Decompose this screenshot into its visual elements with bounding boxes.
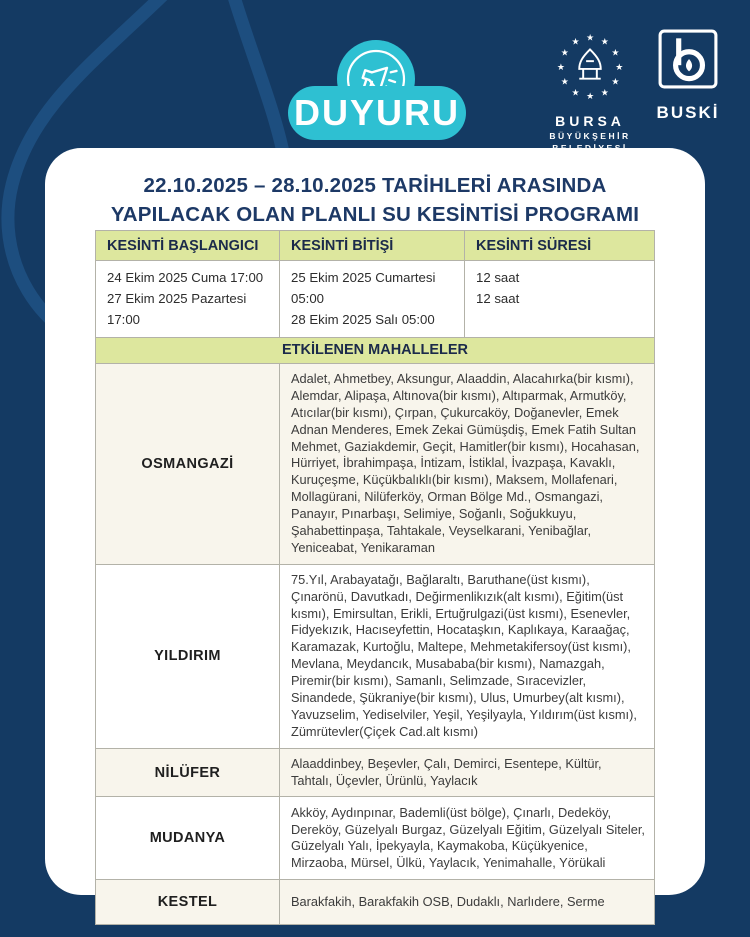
end-time-2: 28 Ekim 2025 Salı 05:00: [291, 312, 435, 327]
district-neighborhoods: Barakfakih, Barakfakih OSB, Dudaklı, Narlıdere, Serme: [279, 880, 654, 924]
end-time-1: 25 Ekim 2025 Cumartesi 05:00: [291, 270, 436, 306]
header-kesinti-bitisi: KESİNTİ BİTİŞİ: [279, 231, 464, 260]
district-row-yildirim: [96, 564, 654, 748]
start-times-cell: [96, 261, 279, 337]
bursa-logo-text-1: BURSA: [555, 113, 625, 129]
announcement-card: [45, 148, 705, 911]
start-time-2: 27 Ekim 2025 Pazartesi 17:00: [107, 291, 247, 327]
title-line-1: 22.10.2025 – 28.10.2025 TARİHLERİ ARASINDA: [143, 174, 607, 197]
end-times-cell: [279, 261, 464, 337]
district-neighborhoods: 75.Yıl, Arabayatağı, Bağlaraltı, Baruthane(üst kısmı), Çınarönü, Davutkadı, Değirmenlikızık(alt kısmı), Eğitim(üst kısmı), Emirsultan, Erikli, Ertuğrulgazi(üst kısmı), Esenevler, Fidyekızık, Hacıseyfettin, Hocataşkın, Kaplıkaya, Karaağaç, Karamazak, Kurtoğlu, Maltepe, Mehmetakifersoy(üst kısmı), Mevlana, Meydancık, Musababa(bir kısmı), Namazgah, Piremir(bir kısmı), Samanlı, Selimzade, Sıracevizler, Sinandede, Şükraniye(bir kısmı), Ulus, Umurbey(alt kısmı), Yavuzselim, Yediselviler, Yeşil, Yeşilyayla, Yıldırım(üst kısmı), Zümrütevler(Çiçek Cad.alt kısmı): [279, 565, 654, 748]
outage-table: [95, 230, 655, 925]
district-row-kestel: [96, 879, 654, 924]
svg-text:★: ★: [560, 47, 569, 58]
svg-text:★: ★: [571, 36, 580, 47]
svg-text:★: ★: [611, 47, 620, 58]
bursa-emblem-icon: [551, 28, 629, 106]
svg-text:★: ★: [611, 76, 620, 87]
header-kesinti-suresi: KESİNTİ SÜRESİ: [464, 231, 654, 260]
durations-cell: [464, 261, 654, 337]
district-name: MUDANYA: [149, 830, 226, 847]
svg-text:★: ★: [556, 61, 565, 72]
buski-emblem-icon: [657, 28, 719, 90]
logos: [542, 28, 724, 153]
district-neighborhoods: Alaaddinbey, Beşevler, Çalı, Demirci, Esentepe, Kültür, Tahtalı, Üçevler, Ürünlü, Yaylacık: [279, 749, 654, 797]
district-name: NİLÜFER: [154, 764, 221, 781]
start-time-1: 24 Ekim 2025 Cuma 17:00: [107, 270, 264, 285]
svg-text:★: ★: [600, 87, 609, 98]
district-name: KESTEL: [157, 894, 218, 911]
header-kesinti-baslangici: KESİNTİ BAŞLANGICI: [107, 238, 259, 254]
district-row-osmangazi: [96, 363, 654, 564]
duration-1: 12 saat: [476, 270, 520, 285]
schedule-header-row: [96, 231, 654, 260]
title-line-2: YAPILACAK OLAN PLANLI SU KESİNTİSİ PROGRAMI: [110, 202, 640, 226]
svg-text:★: ★: [586, 32, 594, 43]
buski-logo-text: BUSKİ: [656, 103, 720, 122]
bursa-municipality-logo: [542, 28, 638, 153]
svg-text:★: ★: [600, 36, 609, 47]
svg-text:★: ★: [586, 91, 594, 102]
svg-text:★: ★: [571, 87, 580, 98]
district-neighborhoods: Adalet, Ahmetbey, Aksungur, Alaaddin, Alacahırka(bir kısmı), Alemdar, Alipaşa, Altınova(bir kısmı), Altıparmak, Armutköy, Atıcılar(bir kısmı), Çırpan, Çukurcaköy, Doğanevler, Emek Adnan Menderes, Emek Zekai Gümüşdiş, Emek Fatih Sultan Mehmet, Gaziakdemir, Geçit, Hamitler(bir kısmı), Hocahasan, Hürriyet, İbrahimpaşa, İntizam, İstiklal, İvazpaşa, Kavaklı, Kuruçeşme, Küçükbalıklı(bir kısmı), Maksem, Mollafenari, Mollagürani, Nilüferköy, Orman Bölge Md., Osmangazi, Panayır, Pınarbaşı, Selimiye, Soğanlı, Soğukkuyu, Şahabettinpaşa, Tahtakale, Veyselkarani, Yenibağlar, Yeniceabat, Yenikaraman: [279, 364, 654, 564]
district-name: YILDIRIM: [154, 648, 221, 665]
page-title: [75, 172, 675, 229]
district-name: OSMANGAZİ: [141, 455, 234, 472]
affected-neighborhoods-header: ETKİLENEN MAHALLELER: [96, 337, 654, 363]
district-row-nilufer: [96, 748, 654, 797]
buski-logo: [652, 28, 724, 123]
district-neighborhoods: Akköy, Aydınpınar, Bademli(üst bölge), Çınarlı, Dedeköy, Dereköy, Güzelyalı Burgaz, Güzelyalı Eğitim, Güzelyalı Siteler, Güzelyalı Yalı, İpekyayla, Kaymakoba, Küçükyenice, Mirzaoba, Mürsel, Ülkü, Yaylacık, Yenimahalle, Yörükali: [279, 797, 654, 879]
svg-text:★: ★: [615, 61, 624, 72]
bursa-logo-text-3: BELEDİYESİ: [552, 143, 628, 153]
duration-2: 12 saat: [476, 291, 520, 306]
schedule-data-row: [96, 260, 654, 337]
district-row-mudanya: [96, 796, 654, 879]
poster-header: [0, 0, 750, 153]
duyuru-badge: DUYURU: [288, 86, 466, 140]
bursa-logo-text-2: BÜYÜKŞEHİR: [549, 131, 631, 141]
svg-text:★: ★: [560, 76, 569, 87]
